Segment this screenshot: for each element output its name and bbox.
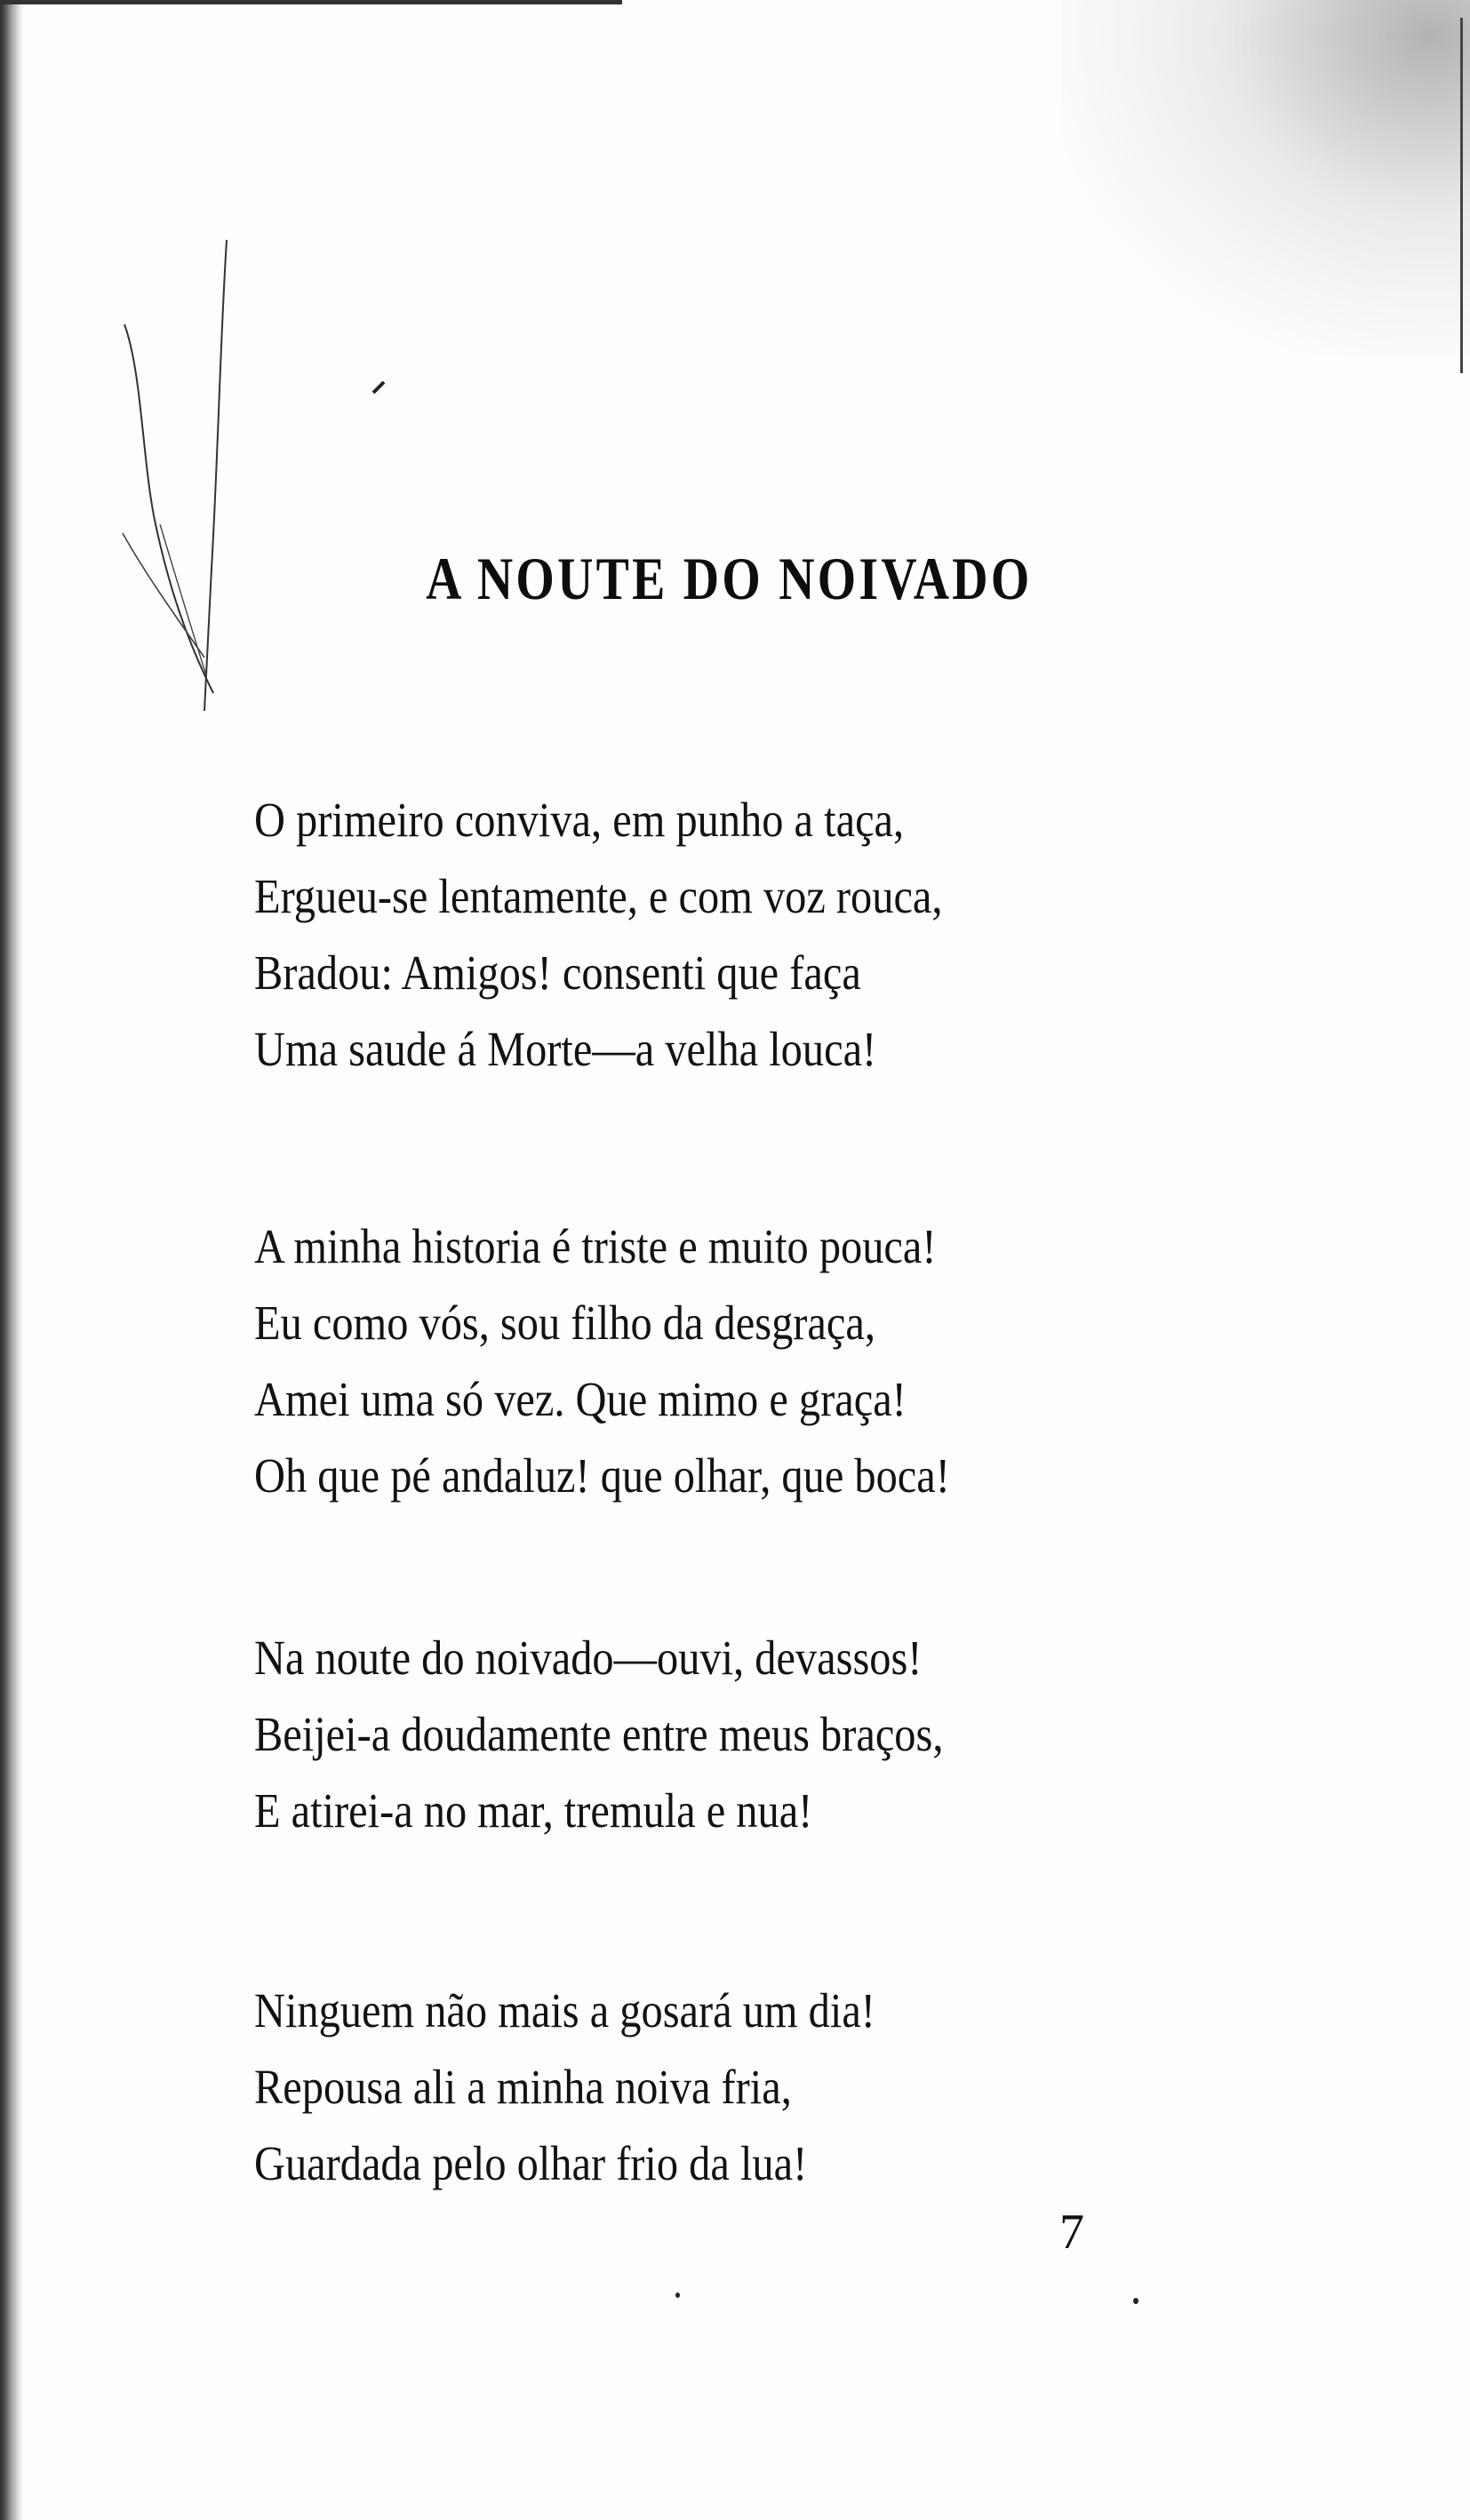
verse-line: Repousa ali a minha noiva fria, [254,2060,792,2114]
verse-line: Eu como vós, sou filho da desgraça, [254,1296,875,1350]
verse-line: Ninguem não mais a gosará um dia! [254,1983,875,2038]
poem-title: A NOUTE DO NOIVADO [426,545,1033,612]
verse-line: Beijei-a doudamente entre meus braços, [254,1707,944,1761]
verse-line: Oh que pé andaluz! que olhar, que boca! [254,1448,950,1503]
pencil-marks [107,231,444,729]
ink-speck [675,2293,680,2298]
verse-line: Bradou: Amigos! consenti que faça [254,945,861,1000]
scan-top-edge [0,0,622,4]
scan-corner-smudge [1061,0,1470,355]
stanza-2 [254,1208,1232,1514]
verse-line: Guardada pelo olhar frio da lua! [254,2136,808,2190]
verse-line: Uma saude á Morte—a velha louca! [254,1022,877,1076]
stanza-4 [254,1973,1232,2202]
page-number: 7 [1059,2205,1084,2260]
ink-speck [1133,2298,1138,2304]
verse-line: Amei uma só vez. Que mimo e graça! [254,1372,907,1426]
verse-line: Ergueu-se lentamente, e com voz rouca, [254,869,943,923]
verse-line: Na noute do noivado—ouvi, devassos! [254,1631,923,1685]
verse-line: A minha historia é triste e muito pouca! [254,1219,937,1273]
scan-spine-edge [0,0,23,2520]
verse-line: E atirei-a no mar, tremula e nua! [254,1783,813,1838]
scan-right-edge [1460,18,1463,373]
stanza-3 [254,1620,1232,1849]
verse-line: O primeiro conviva, em punho a taça, [254,793,905,847]
stanza-1 [254,782,1232,1088]
